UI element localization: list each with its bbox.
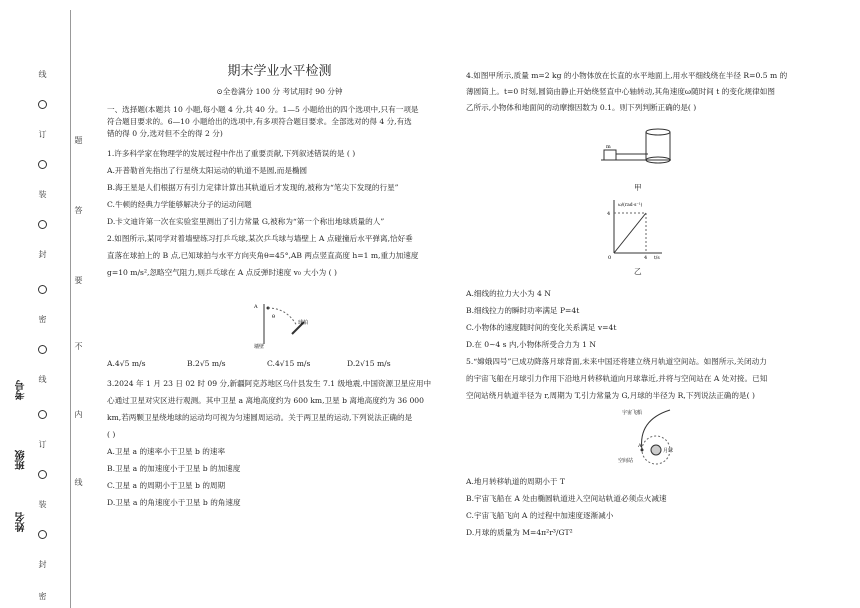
fig-label-point-a: A bbox=[638, 443, 642, 449]
q4-option-d[interactable]: D.在 0~4 s 内,小物体所受合力为 1 N bbox=[466, 340, 597, 349]
margin-mark: 线 bbox=[38, 375, 47, 383]
q2-option-c[interactable]: C.4√15 m/s bbox=[267, 359, 311, 368]
q4-option-c[interactable]: C.小物体的速度随时间的变化关系满足 v=4t bbox=[466, 323, 617, 332]
question-3-line: 3.2024 年 1 月 23 日 02 时 09 分,新疆阿克苏地区乌什县发生 7.1 级地震,中国资源卫星应用中 bbox=[107, 379, 432, 388]
binding-hole bbox=[38, 100, 47, 109]
q5-option-b[interactable]: B.宇宙飞船在 A 处由椭圆轨道进入空间站轨道必须点火减速 bbox=[466, 494, 667, 503]
margin-mark: 封 bbox=[38, 560, 47, 568]
q2-options bbox=[107, 358, 427, 370]
question-3-line: ( ) bbox=[107, 430, 116, 439]
fig-label-racket: 球拍 bbox=[298, 320, 309, 326]
question-5-line: 5.“嫦娥四号”已成功降落月球背面,未来中国还将建立绕月轨道空间站。如图所示,关闭动力 bbox=[466, 357, 767, 366]
q1-option-a[interactable]: A.开普勒首先指出了行星绕太阳运动的轨道不是圆,而是椭圆 bbox=[107, 166, 308, 175]
exam-number-field[interactable]: 考号 bbox=[16, 380, 27, 400]
binding-hole bbox=[38, 410, 47, 419]
question-2-line: 2.如图所示,某同学对着墙壁练习打乒乓球,某次乒乓球与墙壁上 A 点碰撞后水平弹离,恰好垂 bbox=[107, 234, 413, 243]
q2-option-b[interactable]: B.2√5 m/s bbox=[187, 359, 226, 368]
pingpong-figure bbox=[252, 300, 332, 350]
binding-hole bbox=[38, 470, 47, 479]
fig-label-theta: θ bbox=[272, 314, 276, 320]
question-2-line: g=10 m/s²,忽略空气阻力,则乒乓球在 A 点反弹时速度 v₀ 大小为 ( ) bbox=[107, 268, 337, 277]
inner-mark: 不 bbox=[74, 342, 83, 350]
q5-option-c[interactable]: C.宇宙飞船飞向 A 的过程中加速度逐渐减小 bbox=[466, 511, 614, 520]
clock-icon: ⊙ bbox=[216, 87, 223, 96]
binding-hole bbox=[38, 220, 47, 229]
margin-mark: 密 bbox=[38, 592, 47, 600]
name-field[interactable]: 姓名 bbox=[16, 512, 27, 532]
section-line: 符合题目要求的。6—10 小题给出的选项中,有多项符合题目要求。全部选对的得 4 分,有选 bbox=[107, 117, 412, 126]
q3-option-d[interactable]: D.卫星 a 的角速度小于卫星 b 的角速度 bbox=[107, 498, 241, 507]
question-4-line: 薄圆筒上。t=0 时刻,圆筒由静止开始绕竖直中心轴转动,其角速度ω随时间 t 的变化规律如图 bbox=[466, 87, 775, 96]
section-line: 一、选择题(本题共 10 小题,每小题 4 分,共 40 分。1—5 小题给出的四个选项中,只有一项是 bbox=[107, 105, 419, 114]
q1-option-c[interactable]: C.牛顿的经典力学能够解决分子的运动问题 bbox=[107, 200, 252, 209]
graph-x-unit: t/s bbox=[654, 256, 660, 260]
q1-option-d[interactable]: D.卡文迪许第一次在实验室里测出了引力常量 G,被称为“第一个称出地球质量的人” bbox=[107, 217, 385, 226]
q1-option-b[interactable]: B.海王星是人们根据万有引力定律计算出其轨道后才发现的,被称为“笔尖下发现的行星” bbox=[107, 183, 399, 192]
figure-yi-caption: 乙 bbox=[634, 267, 642, 276]
q4-option-b[interactable]: B.细线拉力的瞬时功率满足 P=4t bbox=[466, 306, 580, 315]
figure-jia-caption: 甲 bbox=[634, 183, 642, 192]
fig-label-ship: 宇宙飞船 bbox=[622, 410, 643, 416]
section-line: 错的得 0 分,选对但不全的得 2 分) bbox=[107, 129, 223, 138]
margin-mark: 订 bbox=[38, 130, 47, 138]
q3-option-a[interactable]: A.卫星 a 的速率小于卫星 b 的速率 bbox=[107, 447, 226, 456]
fig-label-a: A bbox=[254, 304, 258, 310]
margin-mark: 线 bbox=[38, 70, 47, 78]
class-field[interactable]: 班级 bbox=[16, 450, 27, 470]
exam-info-text: 全卷满分 100 分 考试用时 90 分钟 bbox=[222, 87, 343, 96]
inner-mark: 要 bbox=[74, 276, 83, 284]
inner-mark: 内 bbox=[74, 410, 83, 418]
exam-info bbox=[107, 86, 452, 98]
q3-option-b[interactable]: B.卫星 a 的加速度小于卫星 b 的加速度 bbox=[107, 464, 241, 473]
fig-label-station: 空间站 bbox=[618, 458, 634, 464]
question-5-line: 空间站绕月轨道半径为 r,周期为 T,引力常量为 G,月球的半径为 R,下列说法正确的是( ) bbox=[466, 391, 755, 400]
q2-option-d[interactable]: D.2√15 m/s bbox=[347, 359, 391, 368]
q2-option-a[interactable]: A.4√5 m/s bbox=[107, 359, 146, 368]
binding-hole bbox=[38, 530, 47, 539]
q3-option-c[interactable]: C.卫星 a 的周期小于卫星 b 的周期 bbox=[107, 481, 226, 490]
question-3-line: km,若两颗卫星绕地球的运动均可视为匀速圆周运动。关于两卫星的运动,下列说法正确的是 bbox=[107, 413, 413, 422]
margin-mark: 订 bbox=[38, 440, 47, 448]
question-1: 1.许多科学家在物理学的发展过程中作出了重要贡献,下列叙述错误的是 ( ) bbox=[107, 149, 356, 158]
graph-ylabel: ω/(rad·s⁻¹) bbox=[618, 203, 643, 208]
fig-label-wall: 墙壁 bbox=[254, 344, 265, 350]
cylinder-figure bbox=[596, 120, 676, 175]
graph-y-tick: 4 bbox=[607, 211, 611, 217]
margin-mark: 装 bbox=[38, 190, 47, 198]
q5-option-a[interactable]: A.地月转移轨道的周期小于 T bbox=[466, 477, 565, 486]
question-5-line: 的宇宙飞船在月球引力作用下沿地月转移轨道向月球靠近,并将与空间站在 A 处对接。已知 bbox=[466, 374, 768, 383]
question-3-line: 心通过卫星对灾区进行观测。其中卫星 a 离地高度约为 600 km,卫星 b 离地高度约为 36 000 bbox=[107, 396, 424, 405]
inner-mark: 线 bbox=[74, 478, 83, 486]
graph-x-tick: 4 bbox=[644, 255, 648, 260]
binding-hole bbox=[38, 160, 47, 169]
inner-mark: 题 bbox=[74, 136, 83, 144]
question-4-line: 乙所示,小物体和地面间的动摩擦因数为 0.1。则下列判断正确的是( ) bbox=[466, 103, 697, 112]
graph-origin: 0 bbox=[608, 255, 612, 260]
question-4-line: 4.如图甲所示,质量 m=2 kg 的小物体放在长直的水平地面上,用水平细线绕在半径 R=0.5 m 的 bbox=[466, 71, 788, 80]
omega-time-graph bbox=[604, 198, 664, 260]
binding-line bbox=[70, 10, 71, 608]
exam-title: 期末学业水平检测 bbox=[227, 64, 332, 79]
question-2-line: 直落在球拍上的 B 点,已知球拍与水平方向夹角θ=45°,AB 两点竖直高度 h=1 m,重力加速度 bbox=[107, 251, 419, 260]
fig-label-moon: 月球 bbox=[663, 448, 674, 454]
orbit-figure bbox=[618, 402, 698, 472]
fig-label-m: m bbox=[606, 144, 611, 150]
binding-hole bbox=[38, 345, 47, 354]
margin-mark: 装 bbox=[38, 500, 47, 508]
q5-option-d[interactable]: D.月球的质量为 M=4π²r³/GT² bbox=[466, 528, 573, 537]
binding-margin bbox=[0, 0, 100, 608]
margin-mark: 封 bbox=[38, 250, 47, 258]
inner-mark: 答 bbox=[74, 206, 83, 214]
binding-hole bbox=[38, 285, 47, 294]
q4-option-a[interactable]: A.细线的拉力大小为 4 N bbox=[466, 289, 551, 298]
margin-mark: 密 bbox=[38, 315, 47, 323]
